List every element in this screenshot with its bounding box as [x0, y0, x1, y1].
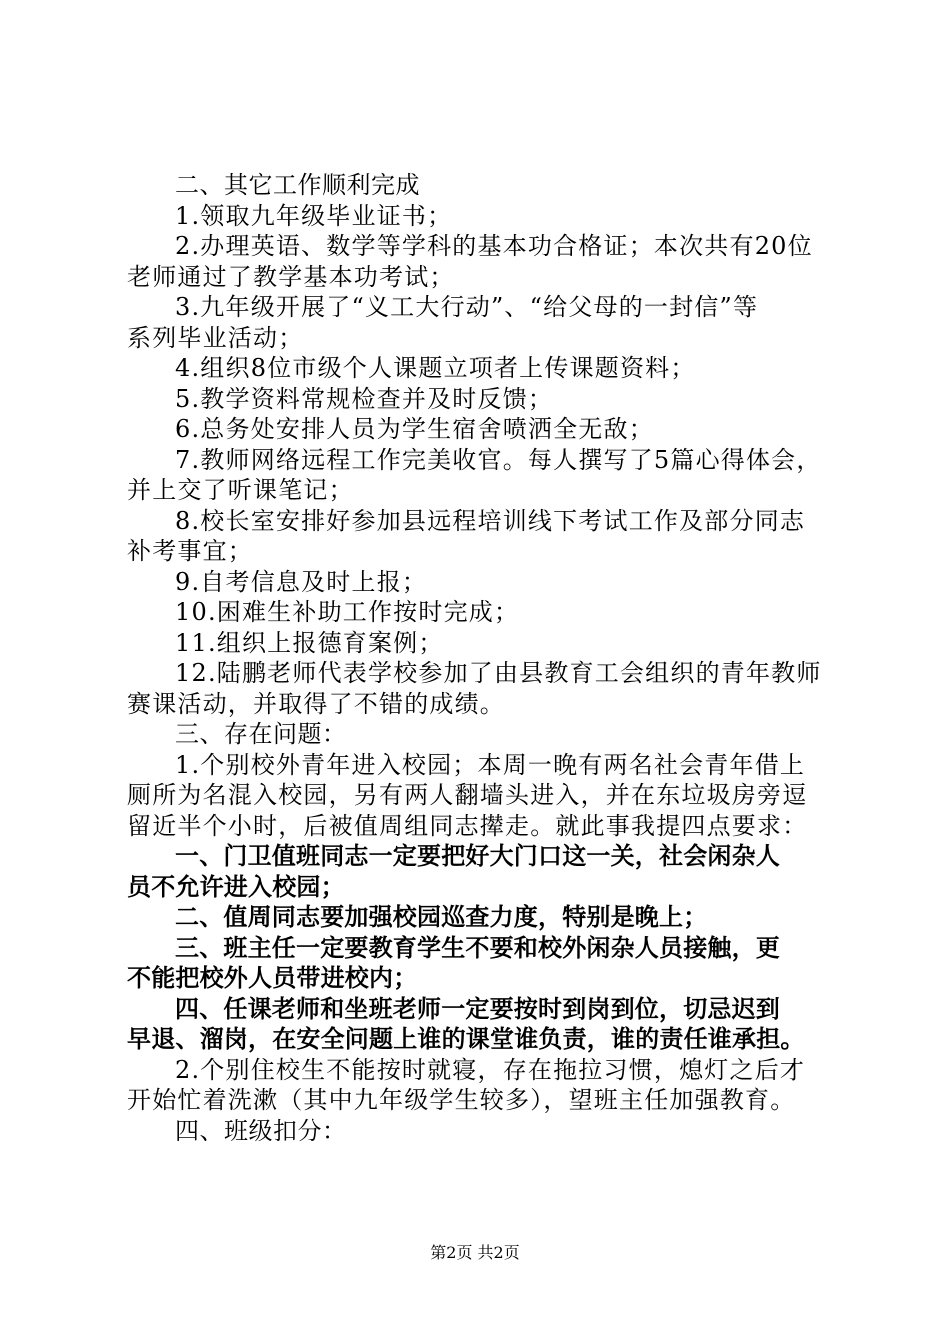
section-heading-other-work: 二、其它工作顺利完成	[175, 171, 420, 199]
requirement-item: 三、班主任一定要教育学生不要和校外闲杂人员接触，更	[175, 933, 780, 962]
section-heading-class-deductions: 四、班级扣分：	[175, 1116, 347, 1145]
list-item-continuation: 系列毕业活动；	[127, 323, 304, 352]
requirement-item: 四、任课老师和坐班老师一定要按时到岗到位，切忌迟到	[175, 994, 780, 1023]
requirement-item: 一、门卫值班同志一定要把好大门口这一关，社会闲杂人	[175, 842, 780, 870]
list-item-continuation: 留近半个小时，后被值周组同志撵走。就此事我提四点要求：	[127, 811, 808, 840]
list-item: 8.校长室安排好参加县远程培训线下考试工作及部分同志	[175, 506, 806, 535]
list-item: 7.教师网络远程工作完美收官。每人撰写了5篇心得体会，	[175, 445, 822, 474]
section-heading-problems: 三、存在问题：	[175, 720, 347, 748]
list-item: 2.办理英语、数学等学科的基本功合格证；本次共有20位	[175, 232, 813, 260]
list-item: 5.教学资料常规检查并及时反馈；	[175, 384, 554, 413]
requirement-item-continuation: 不能把校外人员带进校内；	[127, 964, 418, 992]
list-item: 4.组织8位市级个人课题立项者上传课题资料；	[175, 354, 696, 382]
list-item-continuation: 并上交了听课笔记；	[127, 476, 354, 504]
list-item: 3.九年级开展了“义工大行动”、“给父母的一封信”等	[175, 293, 759, 321]
requirement-item-continuation: 早退、溜岗，在安全问题上谁的课堂谁负责，谁的责任谁承担。	[127, 1025, 805, 1053]
list-item: 2.个别住校生不能按时就寝，存在拖拉习惯，熄灯之后才	[175, 1055, 806, 1084]
list-item-continuation: 补考事宜；	[127, 537, 253, 565]
page-footer: 第2页 共2页	[430, 1243, 520, 1262]
requirement-item: 二、值周同志要加强校园巡查力度，特别是晚上；	[175, 903, 708, 931]
document-body	[127, 170, 837, 1146]
list-item-continuation: 厕所为名混入校园，另有两人翻墙头进入，并在东垃圾房旁逗	[127, 781, 808, 809]
list-item-continuation: 开始忙着洗漱（其中九年级学生较多），望班主任加强教育。	[127, 1086, 796, 1114]
list-item: 1.个别校外青年进入校园；本周一晚有两名社会青年借上	[175, 750, 806, 779]
list-item-continuation: 赛课活动，并取得了不错的成绩。	[127, 689, 505, 718]
list-item-continuation: 老师通过了教学基本功考试；	[127, 262, 455, 291]
list-item: 11.组织上报德育案例；	[175, 628, 444, 657]
list-item: 10.困难生补助工作按时完成；	[175, 598, 520, 626]
list-item: 6.总务处安排人员为学生宿舍喷洒全无敌；	[175, 415, 654, 443]
list-item: 9.自考信息及时上报；	[175, 567, 428, 596]
list-item: 1.领取九年级毕业证书；	[175, 201, 453, 230]
list-item: 12.陆鹏老师代表学校参加了由县教育工会组织的青年教师	[175, 659, 822, 687]
requirement-item-continuation: 员不允许进入校园；	[127, 872, 345, 901]
